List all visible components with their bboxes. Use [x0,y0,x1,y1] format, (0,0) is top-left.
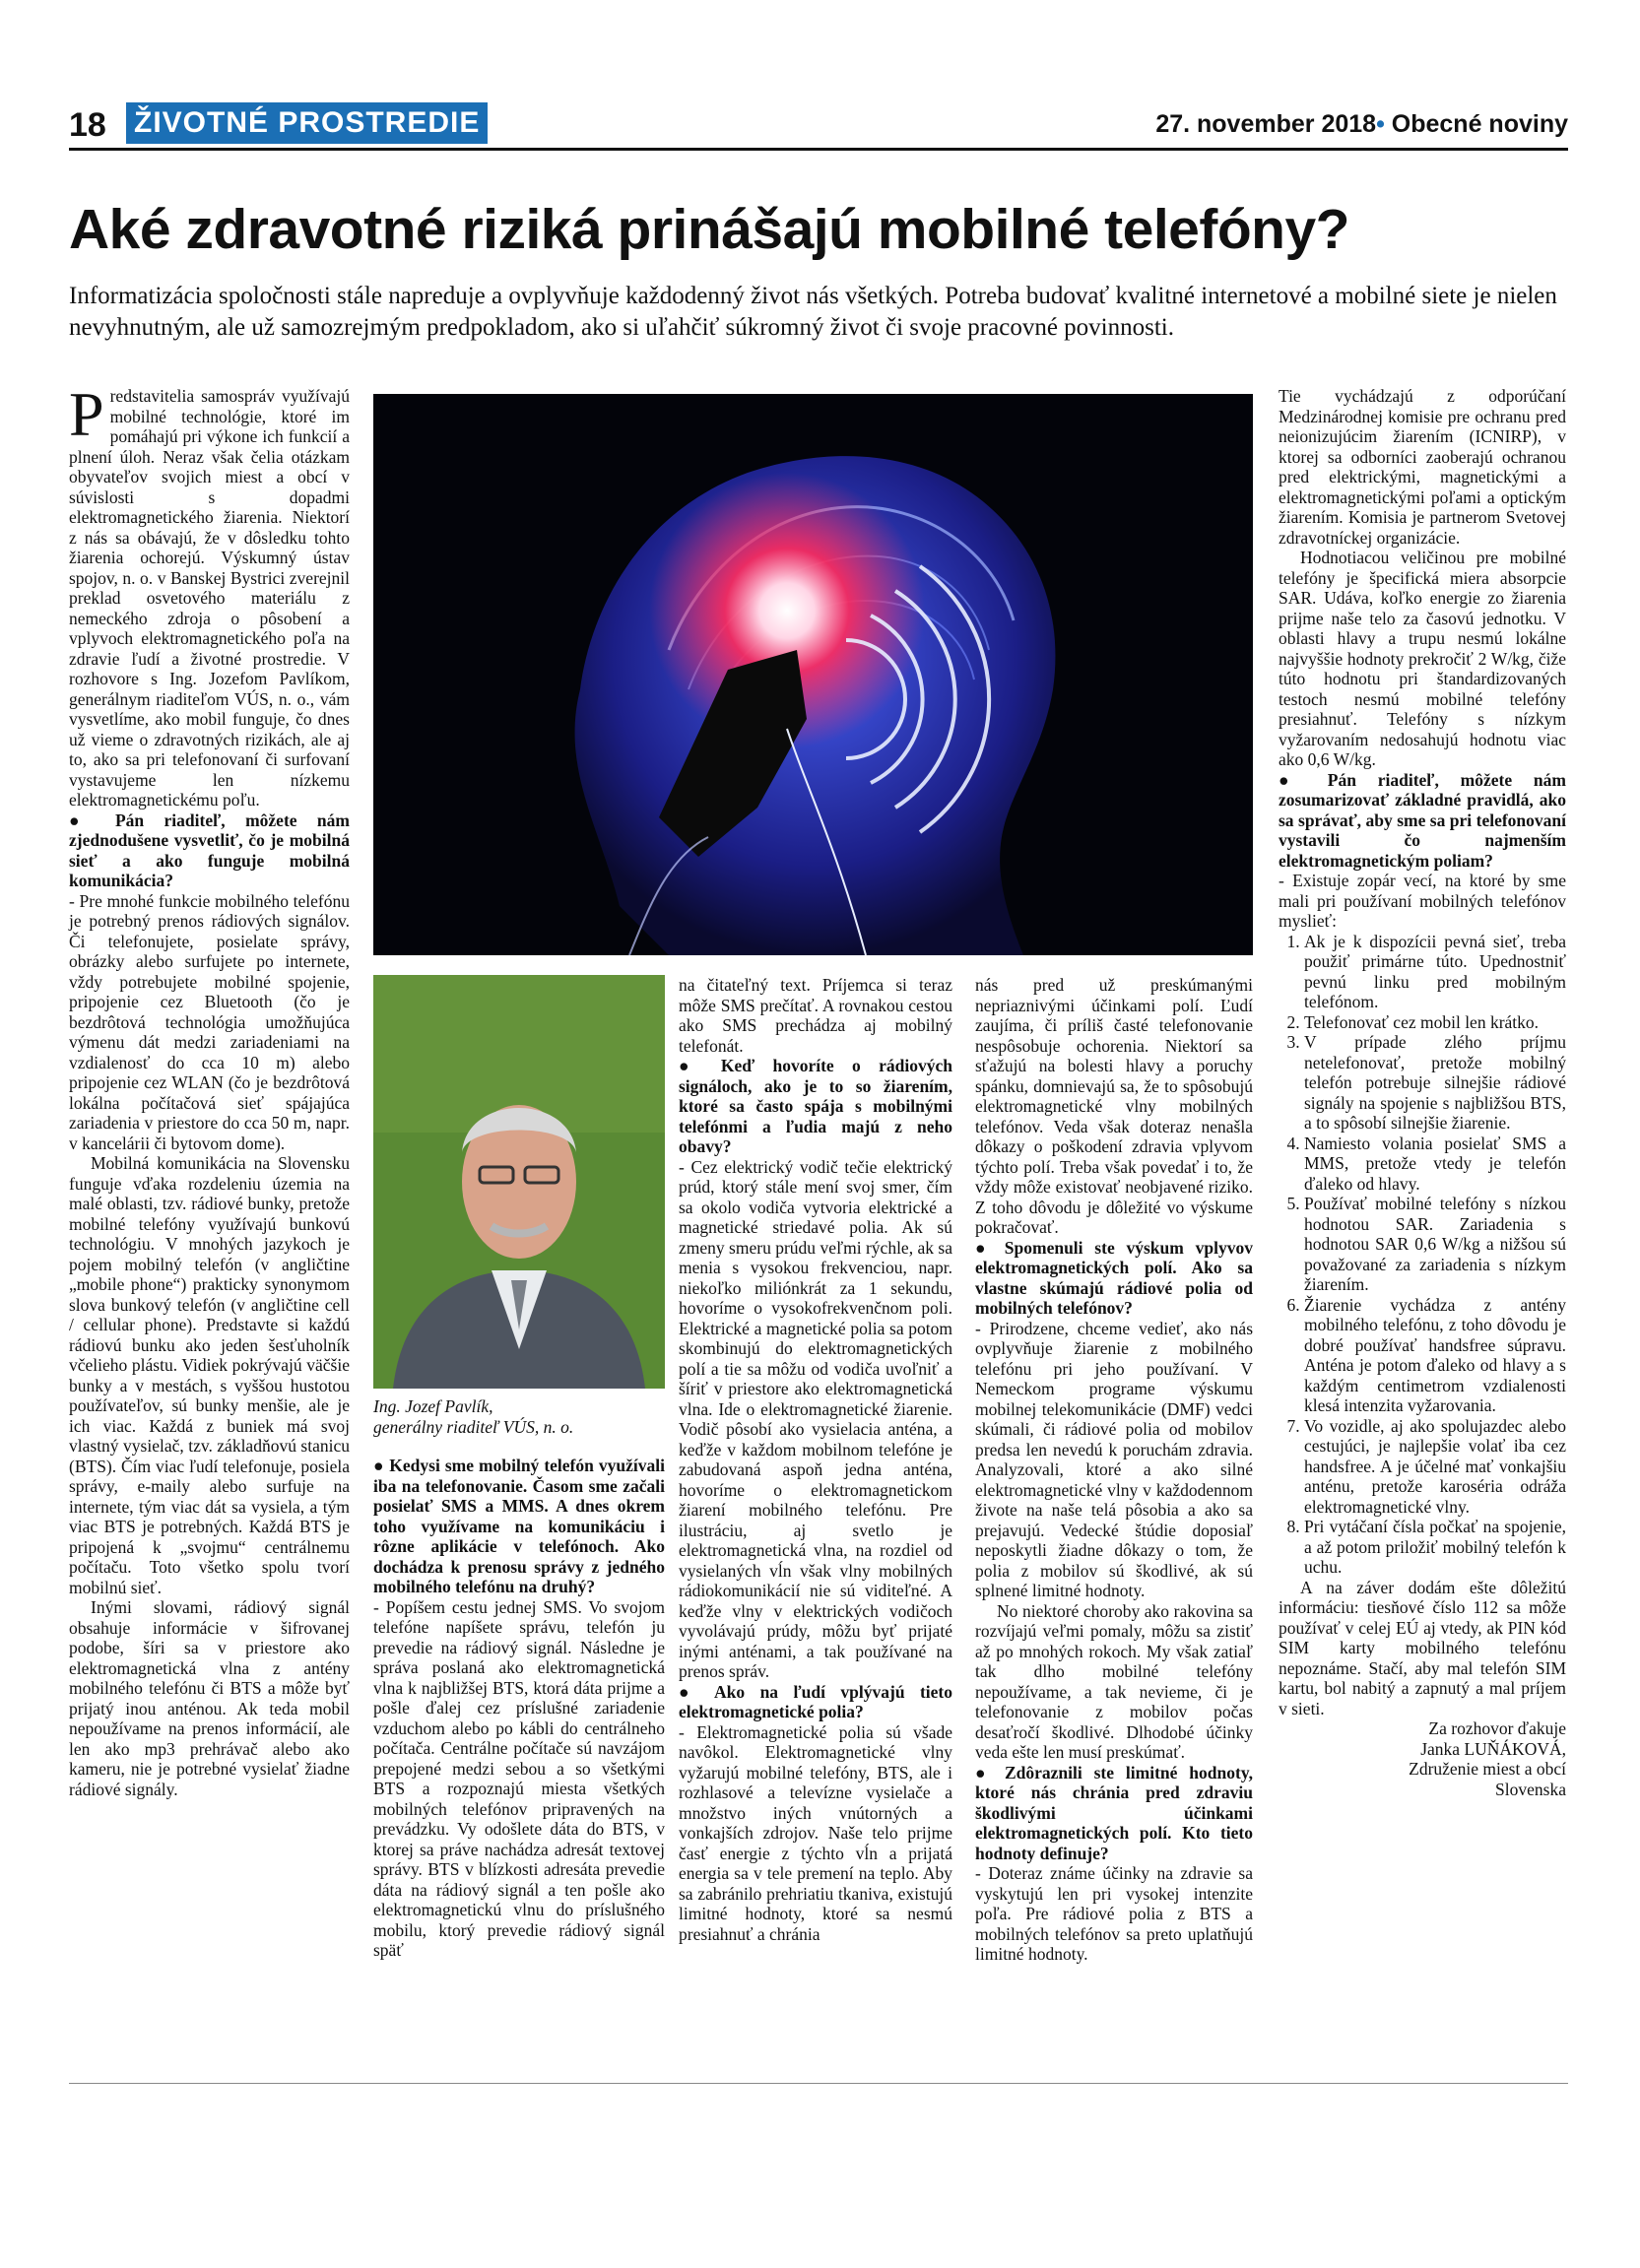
caption-role: generálny riaditeľ VÚS, n. o. [373,1417,574,1437]
tip-item: 5. Používať mobilné telefóny s nízkou hodnotou SAR. Zariadenia s hodnotou SAR 0,6 W/kg a nižšou sú považované za zariadenia s nízkym žiarením. [1304,1194,1566,1295]
answer-1: - Pre mnohé funkcie mobilného telefónu je potrebný prenos rádiových signálov. Či telefonujete, posielate správy, obrázky alebo surfujete po internete, vždy potrebujete mobilné spojenie, pripojenie cez Bluetooth (čo je bezdrôtová technológia umožňujúca výmenu dát medzi zariadeniami na vzdialenosť do cca 10 m) alebo pripojenie cez WLAN (čo je bezdrôtová lokálna počítačová sieť spájajúca zariadenia v priestore do cca 50 m, napr. v kancelárii či bytovom dome). [69,890,350,1153]
paragraph: Mobilná komunikácia na Slovensku funguje vďaka rozdeleniu územia na malé oblasti, tzv. rádiové bunky, pretože mobilné telefóny využívajú bunkovú technológiu. V mnohých jazykoch je pojem mobilný telefón (v angličtine „mobile phone“) prakticky synonymom slova bunkový telefón (v angličtine cell / cellular phone). Predstavte si každú rádiovú bunku ako jeden šesťuholník včelieho plástu. Vidiek pokrývajú väčšie bunky a v mestách, s vyššou hustotou používateľov, sú bunky menšie, ale je ich viac. Každá z buniek má svoj vlastný vysielač, tzv. základňovú stanicu (BTS). Čím viac ľudí telefonuje, posiela správy, e-maily alebo surfuje na internete, tým viac dát sa vysiela, a tým viac BTS je potrebných. Každá BTS je pripojená k „svojmu“ centrálnemu počítaču. Toto všetko spolu tvorí mobilnú sieť. [69,1153,350,1597]
tip-item: 4. Namiesto volania posielať SMS a MMS, pretože vtedy je telefón ďaleko od hlavy. [1304,1134,1566,1195]
signature-line: Za rozhovor ďakuje [1428,1718,1566,1738]
drop-cap: P [69,379,104,449]
separator-dot: • [1376,110,1385,138]
intro-paragraph [69,379,350,810]
paragraph: nás pred už preskúmanými nepriaznivými účinkami polí. Ľudí zaujíma, či príliš časté telefonovanie nespôsobuje ochorenia. Niektorí sa sťažujú na bolesti hlavy a poruchy spánku, domnievajú sa, že to spôsobujú elektromagnetické vlny mobilných telefónov. Veda však doteraz nenašla dôkazy o poškodení zdravia vplyvom týchto polí. Treba však povedať i to, že vždy môže existovať neobjavené riziko. Z toho dôvodu je dôležité vo výskume pokračovať. [975,975,1253,1237]
tip-item: 1. Ak je k dispozícii pevná sieť, treba použiť primárne túto. Upednostniť pevnú linku pred mobilným telefónom. [1304,932,1566,1012]
column-3 [679,975,952,1944]
tip-item: 6. Žiarenie vychádza z antény mobilného telefónu, z toho dôvodu je dobré používať handsfree súpravu. Anténa je potom ďaleko od hlavy a s každým centimetrom vzdialenosti klesá intenzita vyžarovania. [1304,1295,1566,1416]
header-rule [69,148,1568,151]
intro-text: redstavitelia samospráv využívajú mobilné technológie, ktoré im pomáhajú pri výkone ich funkcií a plnení úloh. Neraz však čelia otázkam obyvateľov svojich miest a obcí v súvislosti s dopadmi elektromagnetického žiarenia. Niektorí z nás sa obávajú, že v dôsledku tohto žiarenia ochorejú. Výskumný ústav spojov, n. o. v Banskej Bystrici zverejnil preklad osvetového materiálu z nemeckého zdroja o pôsobení a vplyvoch elektromagnetického poľa na zdravie ľudí a životné prostredie. V rozhovore s Ing. Jozefom Pavlíkom, generálnym riaditeľom VÚS, n. o., vám vysvetlíme, ako mobil funguje, čo dnes už vieme o zdravotných rizikách, ale aj to, ako sa pri telefonovaní či surfovaní vystavujeme len nízkemu elektromagnetickému poľu. [69,386,350,810]
question: ● Ako na ľudí vplývajú tieto elektromagnetické polia? [679,1681,952,1721]
article-title: Aké zdravotné riziká prinášajú mobilné telefóny? [69,198,1349,261]
paragraph: A na záver dodám ešte dôležitú informáciu: tiesňové číslo 112 sa môže používať v celej EÚ aj vtedy, ak PIN kód SIM karty mobilného telefónu nepoznáme. Stačí, aby mal telefón SIM kartu, bol nabitý a zapnutý a mal príjem v sieti. [1279,1577,1566,1718]
answer: - Elektromagnetické polia sú všade navôkol. Elektromagnetické vlny vyžarujú mobilné telefóny, BTS, ale i rozhlasové a televízne vysielače a množstvo iných vnútorných a vonkajších zdrojov. Naše telo prijme časť energie z týchto vĺn a prijatá energia sa v tele premení na teplo. Aby sa zabránilo prehriatiu tkaniva, existujú limitné hodnoty, ktoré sa nesmú presiahnuť a chránia [679,1721,952,1944]
column-2 [373,1456,665,1961]
answer: - Cez elektrický vodič tečie elektrický prúd, ktorý stále mení svoj smer, čím sa okolo vodiča vytvoria elektrické a magnetické striedavé polia. Ak sú zmeny smeru prúdu veľmi rýchle, ak sa menia s vysokou frekvenciou, napr. niekoľko miliónkrát za 1 sekundu, hovoríme o vysokofrekvenčnom poli. Elektrické a magnetické polia sa potom skombinujú do elektromagnetických polí a tie sa môžu od vodiča uvoľniť a šíriť v priestore ako elektromagnetická vlna. Ide o elektromagnetické žiarenie. Vodič pôsobí ako vysielacia anténa, a keďže v každom mobilnom telefóne je zabudovaná aspoň jedna anténa, hovoríme o elektromagnetickom žiarení mobilného telefónu. Pre ilustráciu, aj svetlo je elektromagnetická vlna, na rozdiel od vysielaných vĺn však vlny mobilných rádiokomunikácií nie sú viditeľné. A keďže vlny v elektrických vodičoch vyvolávajú prúdy, môžu byť prijaté inými anténami, a tak používané na prenos správ. [679,1156,952,1681]
paragraph: Inými slovami, rádiový signál obsahuje informácie v šifrovanej podobe, šíri sa v priestore ako elektromagnetická vlna z antény mobilného telefónu či BTS a môže byť prijatý inou anténou. Ak teda mobil nepoužívame na prenos informácií, ale len ako mp3 prehrávač alebo ako kameru, nie je potrebné vysielať žiadne rádiové signály. [69,1597,350,1799]
signature-line: Janka LUŇÁKOVÁ, [1420,1738,1566,1759]
answer: - Existuje zopár vecí, na ktoré by sme mali pri používaní mobilných telefónov myslieť: [1279,871,1566,931]
tip-item: 3. V prípade zlého príjmu netelefonovať, pretože mobilný telefón potrebuje silnejšie rádiové signály na spojenie s najbližšou BTS, a to spôsobí silnejšie žiarenie. [1304,1032,1566,1134]
footer-rule [69,2083,1568,2084]
question: ● Zdôraznili ste limitné hodnoty, ktoré nás chránia pred zdraviu škodlivými účinkami elektromagnetických polí. Kto tieto hodnoty definuje? [975,1762,1253,1863]
paragraph: na čitateľný text. Príjemca si teraz môže SMS prečítať. A rovnakou cestou ako SMS prechádza aj mobilný telefonát. [679,975,952,1056]
signature-line: Slovenska [1495,1779,1566,1799]
question: ● Keď hovoríte o rádiových signáloch, ako je to so žiarením, ktoré sa často spája s mobilnými telefónmi a ľudia majú z neho obavy? [679,1056,952,1156]
question: ● Spomenuli ste výskum vplyvov elektromagnetických polí. Ako sa vlastne skúmajú rádiové polia od mobilných telefónov? [975,1237,1253,1318]
tip-item: 8. Pri vytáčaní čísla počkať na spojenie, a až potom priložiť mobilný telefón k uchu. [1304,1517,1566,1578]
tips-list [1279,932,1566,1578]
tip-item: 2. Telefonovať cez mobil len krátko. [1304,1012,1566,1033]
paragraph: No niektoré choroby ako rakovina sa rozvíjajú veľmi pomaly, môžu sa zistiť až po mnohých rokoch. My však zatiaľ tak dlho mobilné telefóny nepoužívame, a tak nevieme, či je telefonovanie z mobilov počas desaťročí škodlivé. Dlhodobé účinky veda ešte len musí preskúmať. [975,1600,1253,1762]
caption-name: Ing. Jozef Pavlík, [373,1396,493,1416]
answer: - Popíšem cestu jednej SMS. Vo svojom telefóne napíšete správu, telefón ju prevedie na rádiový signál. Následne je správa poslaná ako elektromagnetická vlna k najbližšej BTS, ktorá dáta prijme a pošle ďalej cez príslušné zariadenie vzduchom alebo po kábli do centrálneho počítača. Centrálne počítače sú navzájom prepojené medzi sebou a so všetkými BTS a rozpoznajú miesta všetkých mobilných telefónov pripravených na prevádzku. Vy odošlete dáta do BTS, v ktorej sa práve nachádza adresát textovej správy. BTS v blízkosti adresáta prevedie dáta na rádiový signál a ten pošle ako elektromagnetickú vlnu do príslušného mobilu, ktorý prevedie rádiový signál späť [373,1596,665,1960]
brain-xray-photo [373,394,1253,955]
issue-info [1155,110,1568,139]
section-label: ŽIVOTNÉ PROSTREDIE [126,102,488,144]
paragraph: Hodnotiacou veličinou pre mobilné telefóny je špecifická miera absorpcie SAR. Udáva, koľko energie zo žiarenia prijme naše telo za časovú jednotku. V oblasti hlavy a trupu nesmú lokálne najvyššie hodnoty prekročiť 2 W/kg, čiže túto hodnotu pri štandardizovaných testoch nesmú mobilné telefóny presiahnuť. Telefóny s nízkym vyžarovaním nedosahujú hodnotu viac ako 0,6 W/kg. [1279,548,1566,769]
answer: - Prirodzene, chceme vedieť, ako nás ovplyvňuje žiarenie z mobilného telefónu pri jeho používaní. V Nemeckom programe výskumu mobilnej telekomunikácie (DMF) vedci skúmali, či rádiové polia od mobilov predsa len nevedú k poruchám zdravia. Analyzovali, ktoré a ako silné elektromagnetické vlny v každodennom živote na naše telá pôsobia a ako sa prejavujú. Vedecké štúdie doposiaľ neposkytli žiadne dôkazy o tom, že polia z mobilov sú škodlivé, ak sú splnené limitné hodnoty. [975,1318,1253,1600]
publication-name: Obecné noviny [1391,110,1568,138]
column-5 [1279,386,1566,1799]
issue-date: 27. november 2018 [1155,110,1377,138]
photo-caption [373,1396,665,1438]
signature-line: Združenie miest a obcí [1409,1759,1566,1779]
portrait-photo [373,975,665,1389]
question: ● Kedysi sme mobilný telefón využívali iba na telefonovanie. Časom sme začali posielať SMS a MMS. A dnes okrem toho využívame na komunikáciu i rôzne aplikácie v telefónoch. Ako dochádza k prenosu správy z jedného mobilného telefónu na druhý? [373,1456,665,1596]
portrait-illustration [373,975,665,1389]
column-1 [69,379,350,1799]
question-1: ● Pán riaditeľ, môžete nám zjednodušene vysvetliť, čo je mobilná sieť a ako funguje mobilná komunikácia? [69,810,350,890]
tip-item: 7. Vo vozidle, aj ako spolujazdec alebo cestujúci, je najlepšie volať iba cez handsfree. A je účelné mať vonkajšiu anténu, pretože karoséria odráža elektromagnetické vlny. [1304,1416,1566,1518]
head-radiation-illustration [373,394,1253,955]
paragraph: Tie vychádzajú z odporúčaní Medzinárodnej komisie pre ochranu pred neionizujúcim žiarením (ICNIRP), v ktorej sa odborníci zaoberajú ochranou pred elektrickými, magnetickými a elektromagnetickými poľami a optickým žiarením. Komisia je partnerom Svetovej zdravotníckej organizácie. [1279,386,1566,548]
page-number: 18 [69,106,106,144]
page-header [69,102,1568,148]
question: ● Pán riaditeľ, môžete nám zosumarizovať základné pravidlá, ako sa správať, aby sme sa pri telefonovaní vystavili čo najmenším elektromagnetickým poliam? [1279,769,1566,871]
column-4 [975,975,1253,1965]
answer: - Doteraz známe účinky na zdravie sa vyskytujú len pri vysokej intenzite poľa. Pre rádiové polia z BTS a mobilných telefónov sa preto uplatňujú limitné hodnoty. [975,1863,1253,1964]
article-lead: Informatizácia spoločnosti stále napreduje a ovplyvňuje každodenný život nás všetkých. Potreba budovať kvalitné internetové a mobilné siete je nielen nevyhnutným, ale už samozrejmým predpokladom, ako si uľahčiť súkromný život či svoje pracovné povinnosti. [69,283,1557,341]
